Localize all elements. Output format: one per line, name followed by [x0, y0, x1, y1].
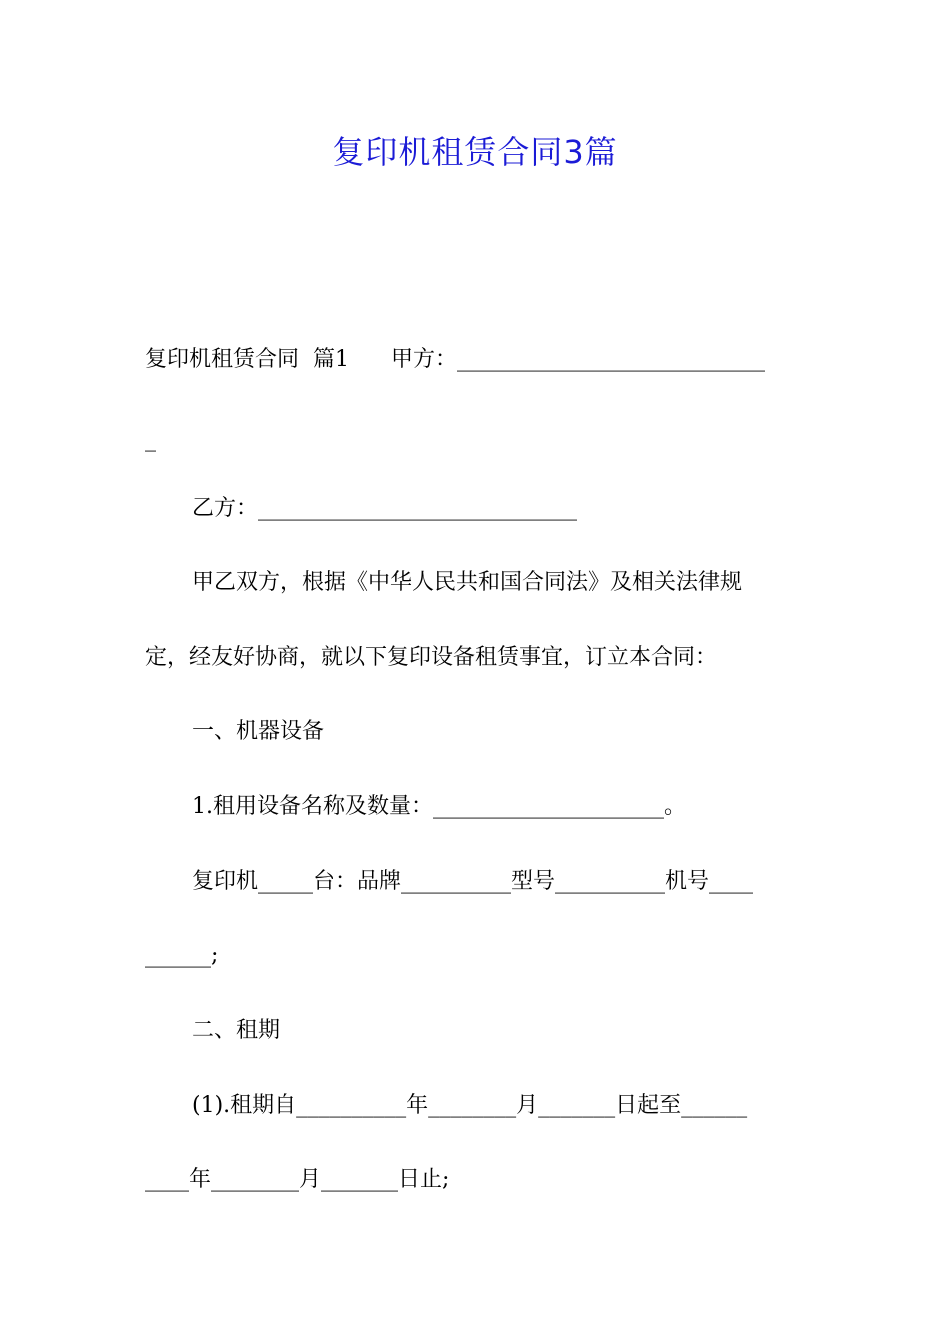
section-heading-lease-term: 二、租期: [192, 1018, 281, 1043]
document-title: 复印机租赁合同3篇: [332, 133, 618, 171]
section-heading-equipment: 一、机器设备: [192, 719, 325, 744]
lease-term-line-1: (1).租期自__________年________月_______日起至______: [192, 1093, 748, 1118]
contract-heading-party-a: 复印机租赁合同 篇1 甲方：____________________________: [145, 347, 765, 372]
preamble-paragraph-line-1: 甲乙双方，根据《中华人民共和国合同法》及相关法律规: [192, 570, 743, 595]
equipment-name-quantity-line: 1.租用设备名称及数量：_____________________。: [192, 794, 686, 819]
lease-term-line-2: ____年________月_______日止;: [145, 1167, 450, 1192]
party-b-line: 乙方：_____________________________: [192, 496, 578, 521]
copier-details-line-1: 复印机_____台：品牌__________型号__________机号____: [192, 869, 754, 894]
copier-details-line-2: ______;: [145, 943, 219, 968]
preamble-paragraph-line-2: 定，经友好协商，就以下复印设备租赁事宜，订立本合同：: [145, 645, 718, 670]
party-a-line-continuation: _: [145, 427, 156, 452]
